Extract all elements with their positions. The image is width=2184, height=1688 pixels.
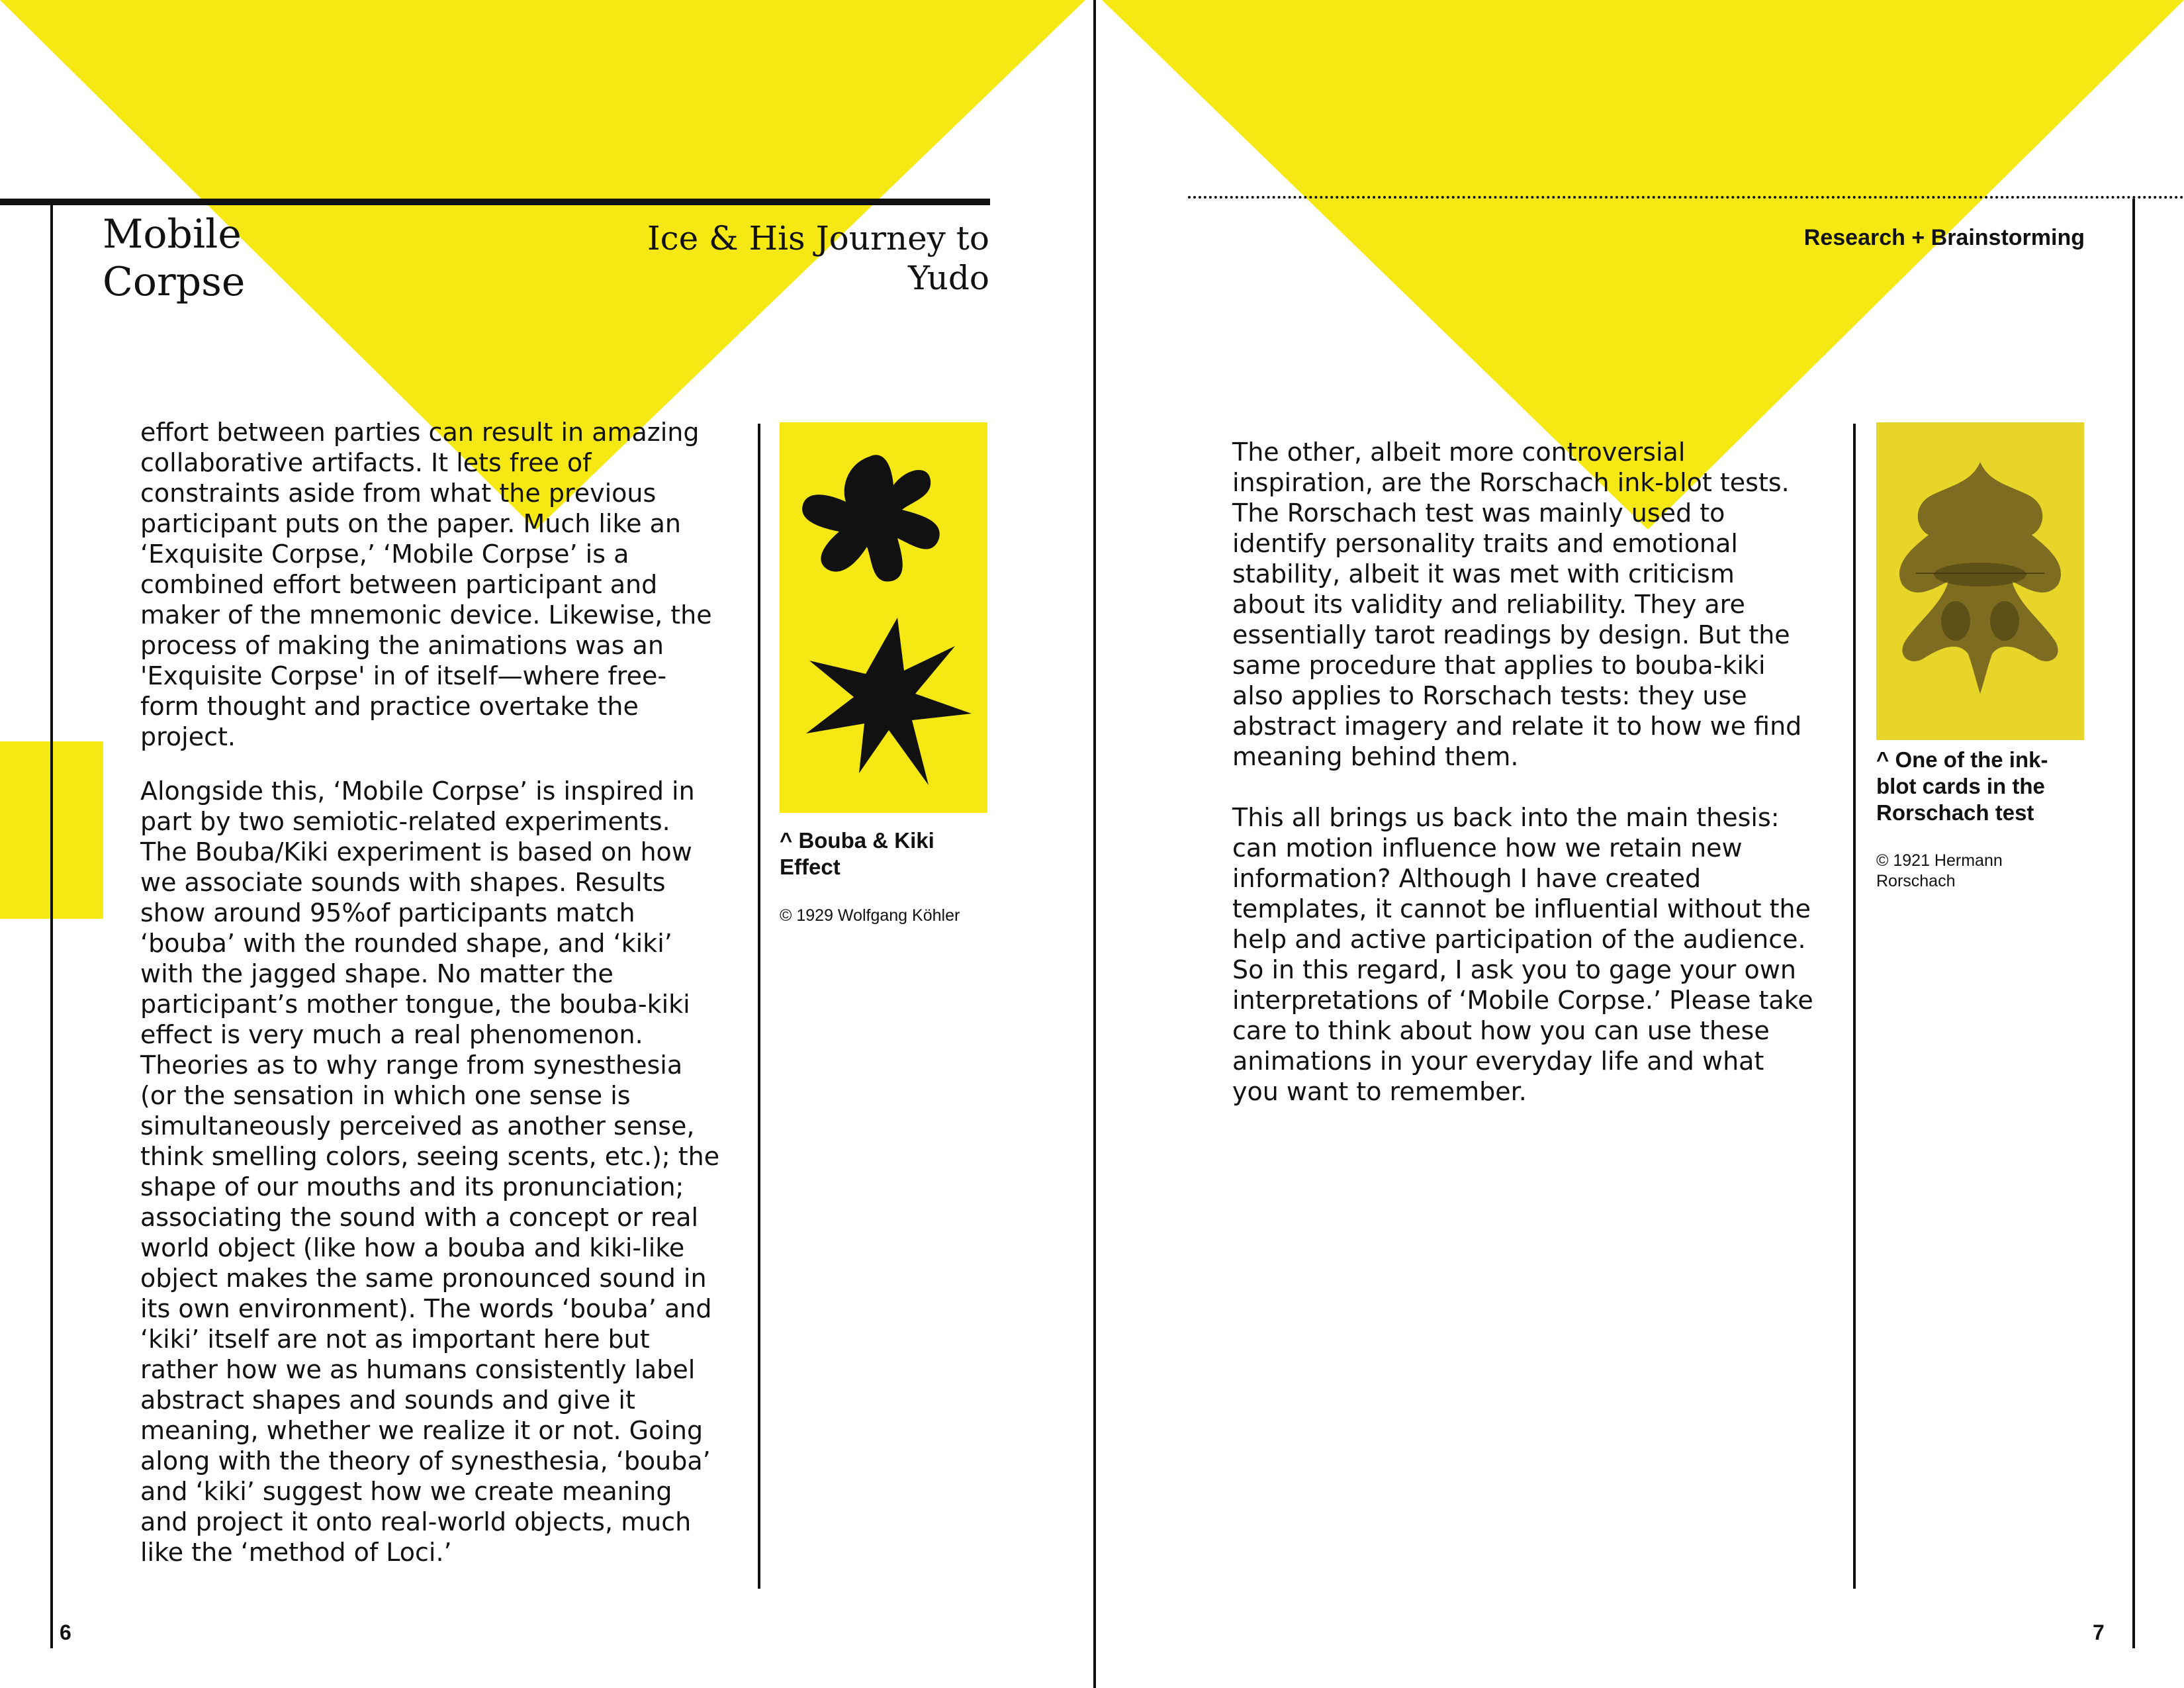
left-column-divider bbox=[758, 424, 760, 1589]
page-number-left: 6 bbox=[60, 1620, 71, 1644]
left-paragraph-1: effort between parties can result in amazing collaborative artifacts. It lets free of constraints aside from what the previous participant puts on the paper. Much like an ‘Exquisite Corpse,’ ‘Mobile Corpse’ is a combined effort between participant and maker of the mnemonic device. Likewise, the process of making the animations was an 'Exquisite Corpse' in of itself—where free-form thought and practice overtake the project. bbox=[140, 418, 712, 751]
left-paragraph-2: Alongside this, ‘Mobile Corpse’ is inspired in part by two semiotic-related experiments. The Bouba/Kiki experiment is based on how we associate sounds with shapes. Results show around 95%of participants match ‘bouba’ with the rounded shape, and ‘kiki’ with the jagged shape. No matter the participant’s mother tongue, the bouba-kiki effect is very much a real phenomenon. Theories as to why range from synesthesia (or the sensation in which one sense is simultaneously perceived as another sense, think smelling colors, seeing scents, etc.); the shape of our mouths and its pronunciation; associating the sound with a concept or real world object (like how a bouba and kiki-like object makes the same pronounced sound in its own environment). The words ‘bouba’ and ‘kiki’ itself are not as important here but rather how we as humans consistently label abstract shapes and sounds and give it meaning, whether we realize it or not. Going along with the theory of synesthesia, ‘bouba’ and ‘kiki’ suggest how we create meaning and project it onto real-world objects, much like the ‘method of Loci.’ bbox=[140, 776, 720, 1567]
top-rule-left bbox=[0, 199, 990, 205]
right-paragraph-2: This all brings us back into the main thesis: can motion influence how we retain new information? Although I have created templates, it cannot be influential without the help and active participation of the audience. So in this regard, I ask you to gage your own interpretations of ‘Mobile Corpse.’ Please take care to think about how you can use these animations in your everyday life and what you want to remember. bbox=[1232, 803, 1813, 1106]
right-margin-rule bbox=[2132, 199, 2135, 1648]
right-column-divider bbox=[1853, 424, 1856, 1589]
bouba-kiki-caption: ^ Bouba & Kiki Effect bbox=[780, 828, 934, 879]
running-title: Ice & His Journey to Yudo bbox=[647, 219, 989, 297]
right-paragraph-1: The other, albeit more controversial inspiration, are the Rorschach ink-blot tests. The Rorschach test was mainly used to identify personality traits and emotional stability, albeit it was met with criticism about its validity and reliability. They are essentially tarot readings by design. But the same procedure that applies to bouba-kiki also applies to Rorschach tests: they use abstract imagery and relate it to how we find meaning behind them. bbox=[1232, 438, 1802, 771]
section-label: Research + Brainstorming bbox=[1803, 225, 2085, 250]
bouba-kiki-image bbox=[780, 422, 987, 813]
rorschach-credit: © 1921 Hermann Rorschach bbox=[1876, 851, 2003, 890]
top-dotted-rule-right bbox=[1188, 196, 2184, 199]
page-title: Mobile Corpse bbox=[103, 211, 246, 305]
rorschach-inkblot-image bbox=[1876, 422, 2084, 740]
bouba-kiki-credit: © 1929 Wolfgang Köhler bbox=[780, 906, 960, 925]
spine-rule bbox=[1093, 0, 1096, 1688]
left-margin-rule bbox=[50, 202, 53, 1648]
page-number-right: 7 bbox=[2093, 1620, 2105, 1644]
rorschach-caption: ^ One of the ink-blot cards in the Rorschach test bbox=[1876, 747, 2048, 825]
